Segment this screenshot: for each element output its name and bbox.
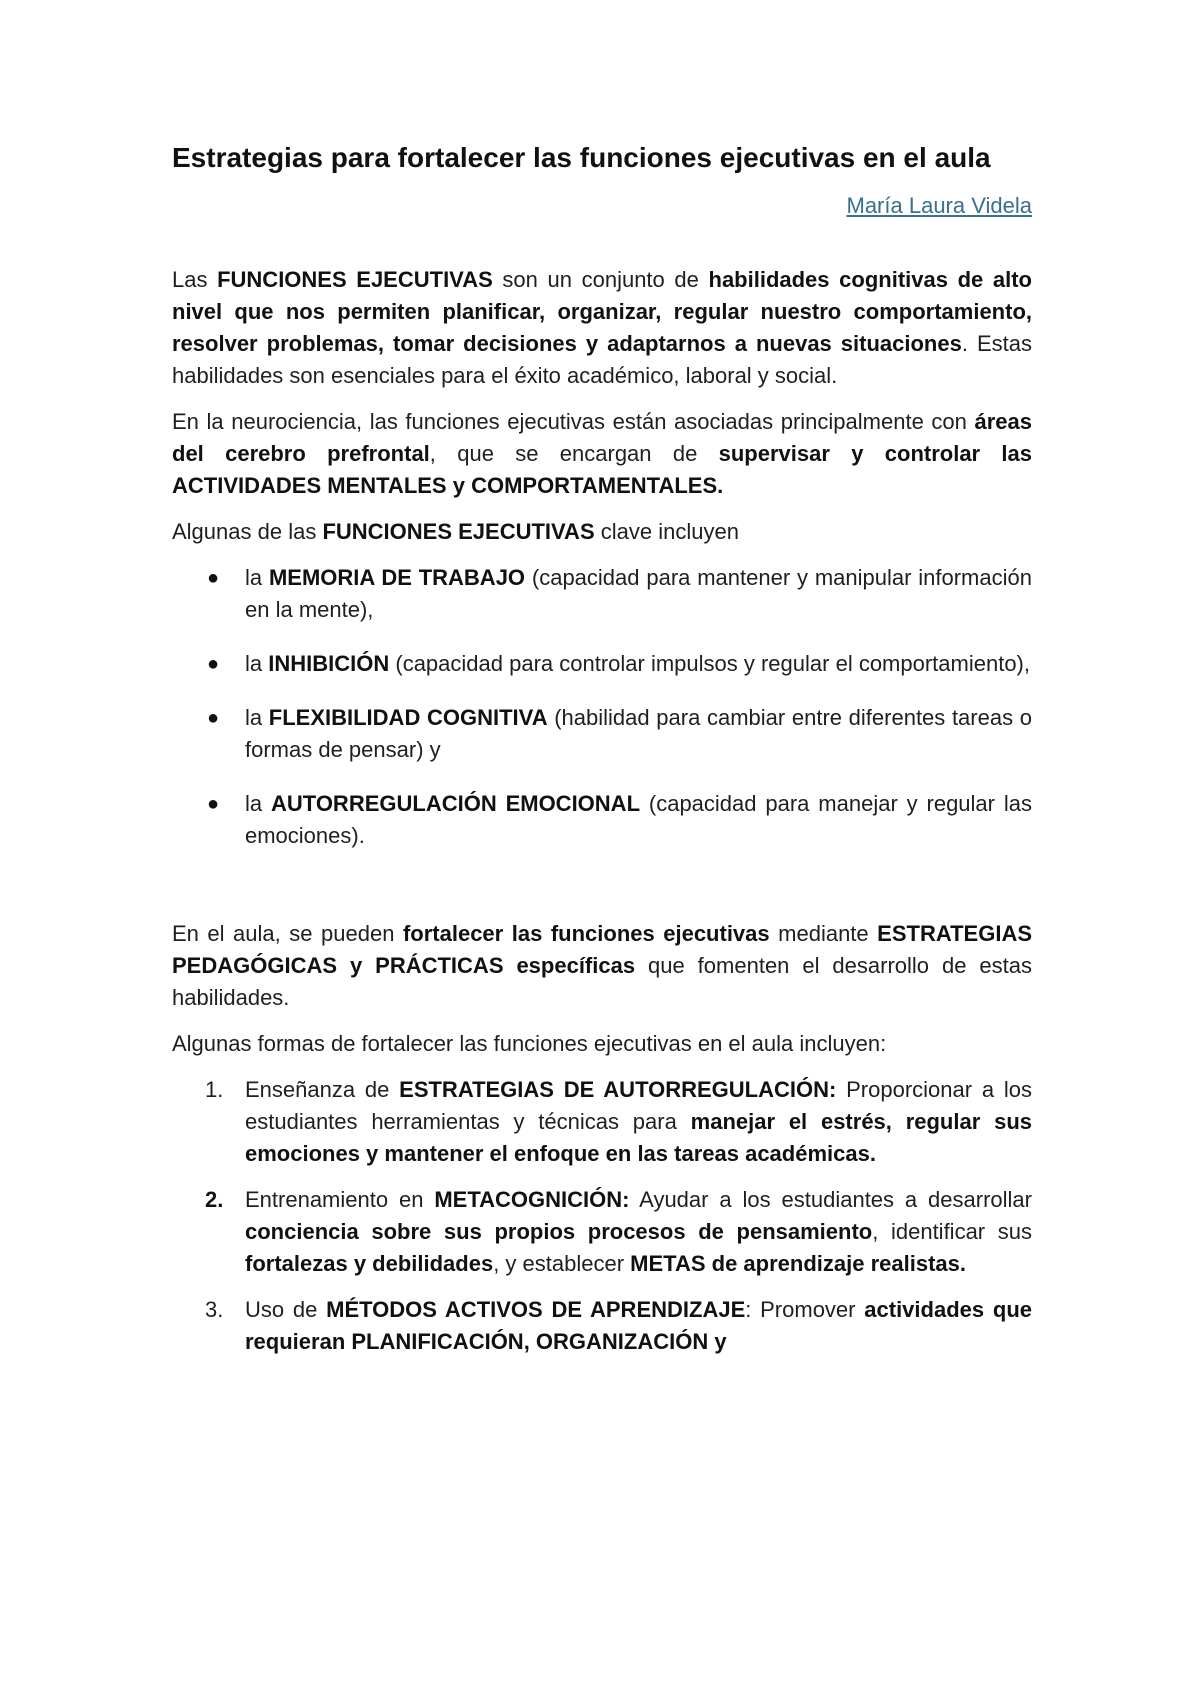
bold-run: fortalezas y debilidades <box>245 1251 494 1276</box>
bold-run: METACOGNICIÓN: <box>434 1187 630 1212</box>
list-item <box>172 788 1032 852</box>
text-run: son un conjunto de <box>492 267 709 292</box>
classroom-paragraph <box>172 918 1032 1014</box>
author-link[interactable]: María Laura Videla <box>846 193 1032 218</box>
text-run: En la neurociencia, las funciones ejecutivas están asociadas principalmente con <box>172 409 975 434</box>
bullet-icon: ● <box>207 653 220 675</box>
list-item <box>172 1074 1032 1170</box>
list-number: 1. <box>205 1077 224 1102</box>
text-run: Entrenamiento en <box>245 1187 435 1212</box>
list-item <box>172 648 1032 680</box>
text-run: Algunas de las <box>172 519 323 544</box>
list-item <box>172 702 1032 766</box>
text-run: la <box>245 791 271 816</box>
text-run: que fomenten el desarrollo de estas habilidades. <box>172 953 1032 1010</box>
document-title: Estrategias para fortalecer las funciones ejecutivas en el aula <box>172 142 991 173</box>
bold-run: conciencia sobre sus propios procesos de pensamiento <box>245 1219 873 1244</box>
bold-run: ESTRATEGIAS PEDAGÓGICAS y PRÁCTICAS específicas <box>172 921 1032 978</box>
bullet-icon: ● <box>207 793 220 815</box>
bold-run: AUTORREGULACIÓN EMOCIONAL <box>271 791 641 816</box>
bold-run: FLEXIBILIDAD COGNITIVA <box>268 705 548 730</box>
text-run: , y establecer <box>493 1251 631 1276</box>
text-run: Proporcionar a los estudiantes herramientas y técnicas para <box>245 1077 1033 1134</box>
text-run: Las <box>172 267 218 292</box>
text-run: (capacidad para controlar impulsos y regular el comportamiento), <box>389 651 1030 676</box>
bold-run: áreas del cerebro prefrontal <box>172 409 1032 466</box>
text-run: , que se encargan de <box>429 441 719 466</box>
bullet-icon: ● <box>207 567 220 589</box>
bold-run: METAS de aprendizaje realistas. <box>630 1251 966 1276</box>
bold-run: INHIBICIÓN <box>268 651 390 676</box>
list-item <box>172 1184 1032 1280</box>
text-run: , identificar sus <box>872 1219 1032 1244</box>
list-number: 2. <box>205 1187 224 1212</box>
bold-run: fortalecer las funciones ejecutivas <box>402 921 770 946</box>
text-run: (habilidad para cambiar entre diferentes tareas o formas de pensar) y <box>245 705 1032 762</box>
text-run: la <box>245 651 269 676</box>
text-run: la <box>245 565 269 590</box>
functions-bullet-list <box>172 562 1032 852</box>
bold-run: manejar el estrés, regular sus emociones y mantener el enfoque en las tareas académicas. <box>245 1109 1032 1166</box>
intro-paragraph <box>172 264 1032 392</box>
text-run: (capacidad para manejar y regular las emociones). <box>245 791 1032 848</box>
strategies-numbered-list <box>172 1074 1032 1358</box>
text-run: En el aula, se pueden <box>172 921 403 946</box>
bold-run: habilidades cognitivas de alto nivel que nos permiten planificar, organizar, regular nuestro comportamiento, resolver problemas, tomar decisiones y adaptarnos a nuevas situaciones <box>172 267 1032 356</box>
text-run: mediante <box>769 921 878 946</box>
list-item <box>172 1294 1032 1358</box>
bold-run: ESTRATEGIAS DE AUTORREGULACIÓN: <box>399 1077 837 1102</box>
list-item <box>172 562 1032 626</box>
bold-run: supervisar y controlar las ACTIVIDADES MENTALES y COMPORTAMENTALES. <box>172 441 1033 498</box>
text-run: (capacidad para mantener y manipular información en la mente), <box>245 565 1032 622</box>
bold-run: MEMORIA DE TRABAJO <box>268 565 526 590</box>
text-run: clave incluyen <box>594 519 739 544</box>
list-number: 3. <box>205 1297 224 1322</box>
spacer <box>172 874 1032 918</box>
bold-run: actividades que requieran PLANIFICACIÓN, ORGANIZACIÓN y <box>245 1297 1032 1354</box>
neuroscience-paragraph <box>172 406 1032 502</box>
bold-run: MÉTODOS ACTIVOS DE APRENDIZAJE <box>326 1297 746 1322</box>
strategies-intro: Algunas formas de fortalecer las funciones ejecutivas en el aula incluyen: <box>172 1031 887 1056</box>
text-run: Enseñanza de <box>245 1077 400 1102</box>
text-run: Ayudar a los estudiantes a desarrollar <box>629 1187 1032 1212</box>
text-run: la <box>245 705 269 730</box>
bold-run: FUNCIONES EJECUTIVAS <box>322 519 595 544</box>
author-line <box>172 190 1032 222</box>
document-body <box>172 140 1032 1372</box>
text-run: : Promover <box>745 1297 865 1322</box>
text-run: Uso de <box>245 1297 327 1322</box>
text-run: . Estas habilidades son esenciales para el éxito académico, laboral y social. <box>172 331 1033 388</box>
bold-run: FUNCIONES EJECUTIVAS <box>217 267 493 292</box>
bullet-icon: ● <box>207 707 220 729</box>
key-functions-intro <box>172 516 1032 548</box>
